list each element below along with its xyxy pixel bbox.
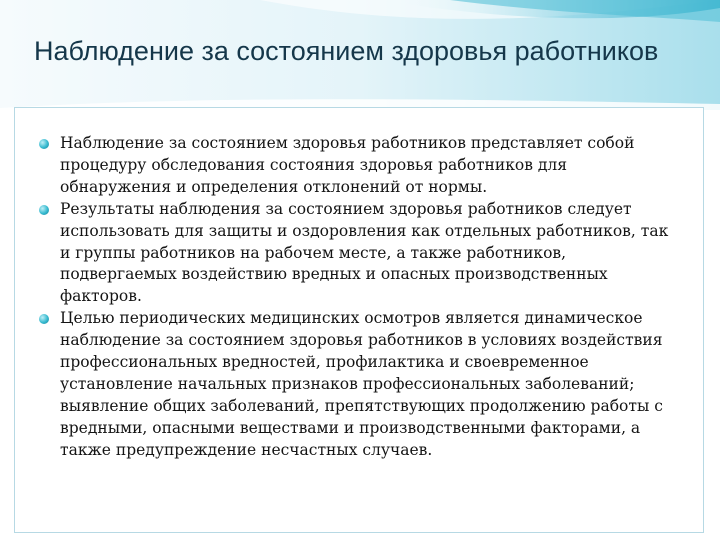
bullet-text: Наблюдение за состоянием здоровья работников представляет собой процедуру обследования состояния здоровья работников для обнаружения и определения отклонений от нормы. bbox=[60, 134, 635, 196]
slide-title: Наблюдение за состоянием здоровья работников bbox=[34, 36, 659, 66]
bullet-dot-icon bbox=[39, 139, 49, 149]
bullet-list bbox=[38, 133, 678, 462]
bullet-text: Целью периодических медицинских осмотров является динамическое наблюдение за состоянием здоровья работников в условиях воздействия профессиональных вредностей, профилактика и своевременное установление начальных признаков профессиональных заболеваний; выявление общих заболеваний, препятствующих продолжению работы с вредными, опасными веществами и производственными факторами, а также предупреждение несчастных случаев. bbox=[60, 309, 663, 459]
bullet-dot-icon bbox=[39, 314, 49, 324]
bullet-item bbox=[38, 199, 678, 309]
bullet-item bbox=[38, 308, 678, 461]
bullet-text: Результаты наблюдения за состоянием здоровья работников следует использовать для защиты и оздоровления как отдельных работников, так и группы работников на рабочем месте, а также работников, подвергаемых воздействию вредных и опасных производственных факторов. bbox=[60, 199, 669, 306]
bullet-item bbox=[38, 133, 678, 199]
bullet-dot-icon bbox=[39, 205, 49, 215]
